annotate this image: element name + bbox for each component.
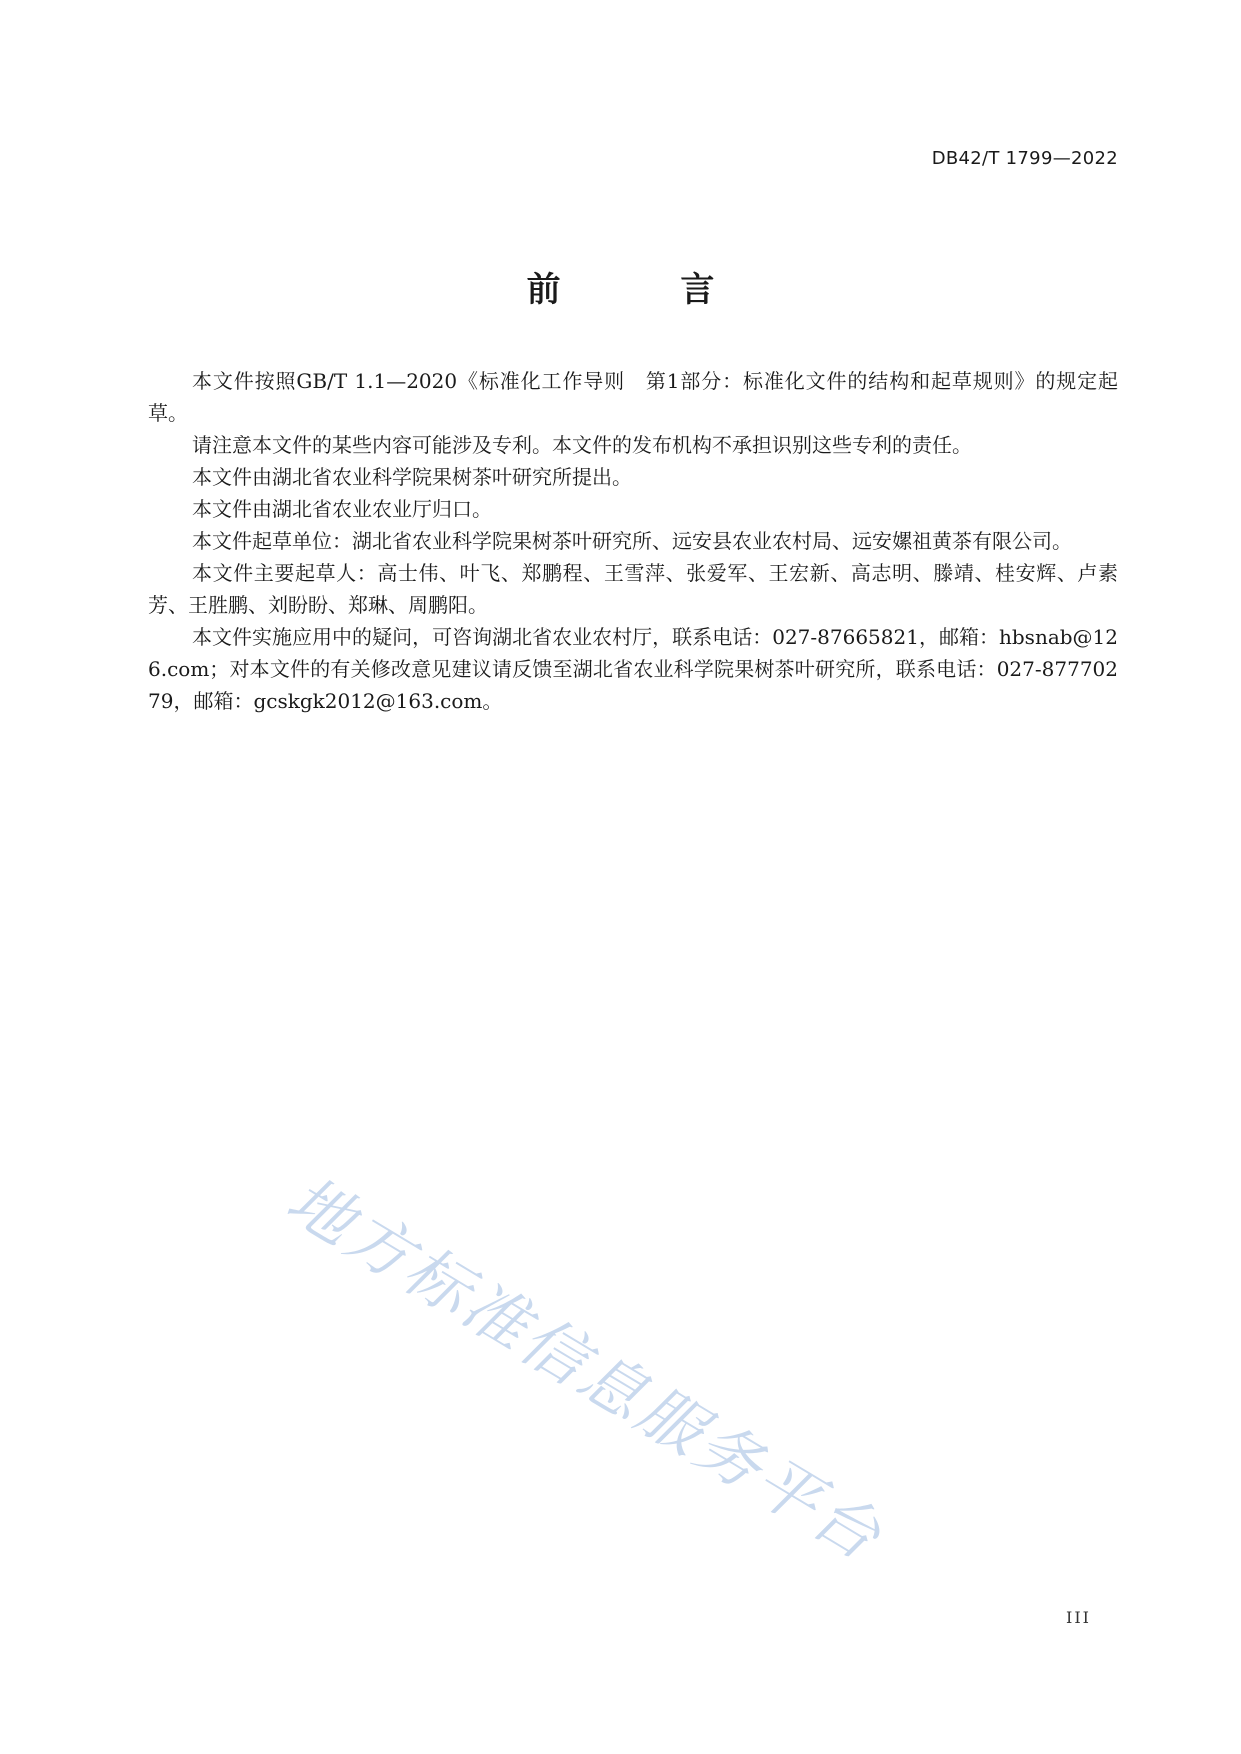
paragraph-main-drafters: 本文件主要起草人：高士伟、叶飞、郑鹏程、王雪萍、张爱军、王宏新、高志明、滕靖、桂安辉、卢素芳、王胜鹏、刘盼盼、郑琳、周鹏阳。 xyxy=(148,561,1118,617)
standard-code: DB42/T 1799—2022 xyxy=(931,148,1118,169)
document-body xyxy=(148,365,1118,717)
watermark: 地方标准信息服务平台 xyxy=(274,1162,896,1577)
paragraph-drafting-units: 本文件起草单位：湖北省农业科学院果树茶叶研究所、远安县农业农村局、远安嫘祖黄茶有限公司。 xyxy=(192,529,1072,553)
paragraph-patent-notice: 请注意本文件的某些内容可能涉及专利。本文件的发布机构不承担识别这些专利的责任。 xyxy=(192,433,972,457)
paragraph-contact-info: 本文件实施应用中的疑问，可咨询湖北省农业农村厅，联系电话：027-87665821，邮箱：hbsnab@126.com；对本文件的有关修改意见建议请反馈至湖北省农业科学院果树茶叶研究所，联系电话：027-87770279，邮箱：gcskgk2012@163.com。 xyxy=(148,625,1118,713)
paragraph-proposed-by: 本文件由湖北省农业科学院果树茶叶研究所提出。 xyxy=(192,465,632,489)
page-title: 前 言 xyxy=(526,270,769,310)
paragraph-centralized-by: 本文件由湖北省农业农业厅归口。 xyxy=(192,497,492,521)
page-number: III xyxy=(1066,1608,1091,1627)
paragraph-drafting-basis: 本文件按照GB/T 1.1—2020《标准化工作导则 第1部分：标准化文件的结构和起草规则》的规定起草。 xyxy=(148,369,1118,425)
